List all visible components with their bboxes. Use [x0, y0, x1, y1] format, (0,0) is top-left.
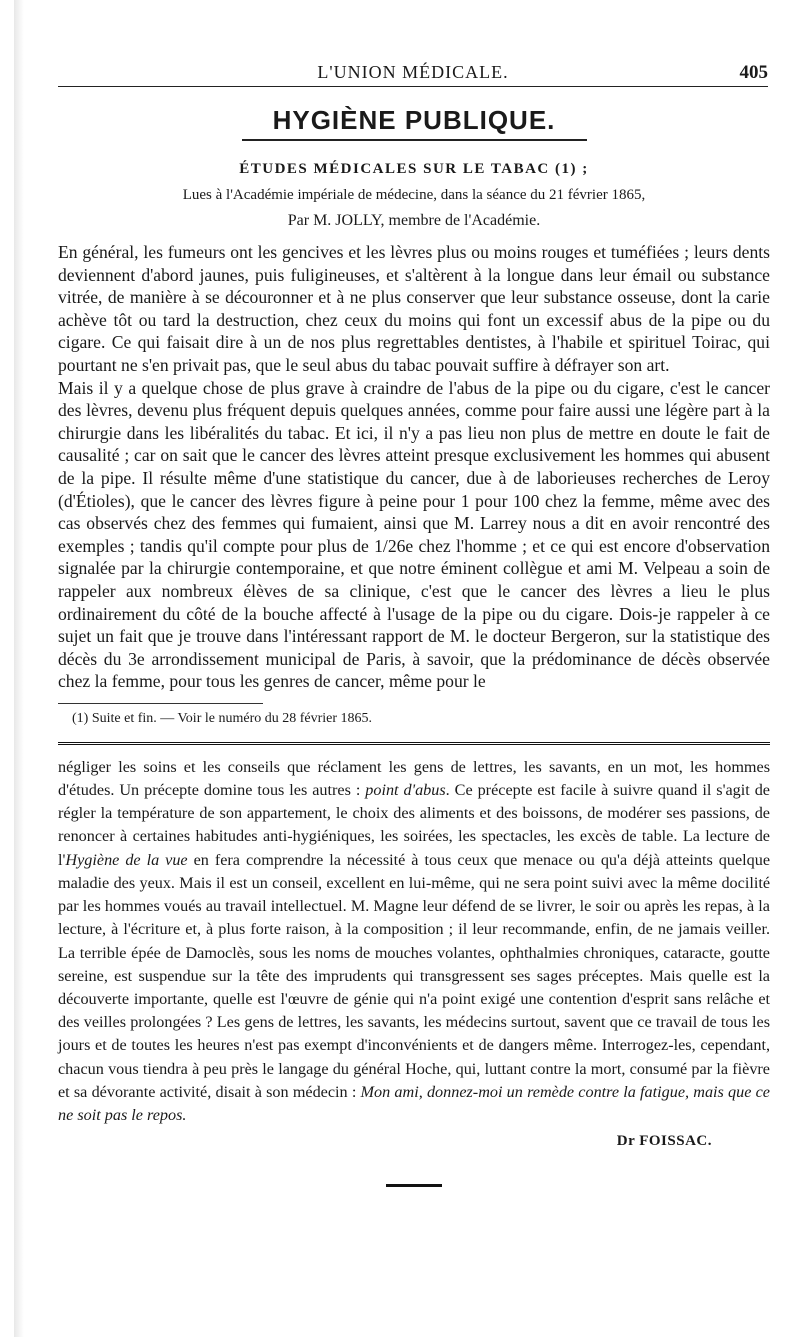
- article-author: Par M. JOLLY, membre de l'Académie.: [287, 212, 541, 229]
- section-separator: [58, 742, 770, 748]
- running-title: L'UNION MÉDICALE.: [317, 62, 509, 82]
- continuation-quote: Mon ami, donnez-moi un remède contre la fatigue, mais que ce ne soit pas le repos.: [58, 1082, 770, 1124]
- paragraph-2: Mais il y a quelque chose de plus grave à craindre de l'abus de la pipe ou du cigare, c'est le cancer des lèvres, devenu plus fréquent depuis quelques années, comme pour faire aussi une légère part à la chirurgie dans les libéralités du tabac. Et ici, il n'y a pas lieu non plus de mettre en doute le fait de causalité ; car on sait que le cancer des lèvres atteint presque exclusivement les hommes qui abusent de la pipe. Il résulte même d'une statistique du cancer, due à de laborieuses recherches de Leroy (d'Étioles), que le cancer des lèvres figure à peine pour 1 pour 100 chez la femme, même avec des cas observés chez des femmes qui fumaient, ainsi que M. Larrey nous a dit en avoir rencontré des exemples ; tandis qu'il compte pour plus de 1/26e chez l'homme ; et ce qui est encore d'observation signalée par la chirurgie contemporaine, et que notre éminent collègue et ami M. Velpeau a soin de rappeler aux nombreux élèves de sa clinique, c'est que le cancer des lèvres a lieu le plus ordinairement du côté de la bouche affecté à l'usage de la pipe ou du cigare. Dois-je rappeler à ce sujet un fait que je trouve dans l'intéressant rapport de M. le docteur Bergeron, sur la statistique des décès du 3e arrondissement municipal de Paris, à savoir, que la prédominance de décès observée chez la femme, pour tous les genres de cancer, même pour le: [58, 377, 770, 692]
- page-number: 405: [739, 62, 768, 83]
- continuation-part-3: en fera comprendre la nécessité à tous ceux que menace ou qu'a déjà atteints quelque maladie des yeux. Mais il est un conseil, excellent en lui-même, qui ne sera point suivi avec la même docilité par les hommes voués au travail intellectuel. M. Magne leur défend de se livrer, le soir ou après les repas, à la lecture, à l'écriture et, à plus forte raison, à la composition ; il leur recommande, enfin, de ne jamais veiller. La terrible épée de Damoclès, sous les noms de mouches volantes, ophthalmies chroniques, cataracte, goutte sereine, est suspendue sur la tête des imprudents qui transgressent ses sages préceptes. Mais quelle est la découverte importante, quelle est l'œuvre de génie qui n'a point exigé une contention d'esprit sans relâche et des veilles prolongées ? Les gens de lettres, les savants, les médecins surtout, savent que ce travail de tous les jours et de toutes les heures n'est pas exempt d'inconvénients et de dangers même. Interrogez-les, cependant, chacun vous tiendra à peu près le langage du général Hoche, qui, luttant contre la mort, consumé par la fièvre et sa dévorante activité, disait à son médecin :: [58, 850, 770, 1101]
- paragraph-1: En général, les fumeurs ont les gencives et les lèvres plus ou moins rouges et tuméfiées ; leurs dents deviennent d'abord jaunes, puis fuligineuses, et s'altèrent à la longue dans leur émail ou substance vitrée, de manière à se découronner et à ne plus conserver que leur substance osseuse, dont la carie achève tôt ou tard la destruction, chez ceux du moins qui font un excessif abus de la pipe ou du cigare. Ce qui faisait dire à un de nos plus regrettables dentistes, à l'habile et spirituel Toirac, qui pourtant ne s'en privait pas, que le seul abus du tabac pouvait suffire à défrayer son art.: [58, 242, 770, 375]
- continuation-part-1: négliger les soins et les conseils que réclament les gens de lettres, les savants, en un mot, les hommes d'études. Un précepte domine tous les autres :: [58, 757, 770, 800]
- continuation-text: [58, 756, 770, 1127]
- article-body: [58, 241, 770, 693]
- end-mark: [386, 1184, 442, 1187]
- continuation-emphasis-1: point d'abus: [365, 781, 446, 800]
- continuation-part-2: . Ce précepte est facile à suivre quand il s'agit de régler la température de son appartement, le choix des aliments et des boissons, de modérer ses passions, de renoncer à certaines habitudes anti-hygiéniques, les soirées, les spectacles, les excès de table. La lecture de l': [58, 781, 770, 869]
- footnote: (1) Suite et fin. — Voir le numéro du 28 février 1865.: [72, 710, 373, 726]
- continuation-emphasis-2: Hygiène de la vue: [65, 850, 188, 869]
- section-title: HYGIÈNE PUBLIQUE.: [272, 105, 556, 135]
- article-subtitle: Lues à l'Académie impériale de médecine, dans la séance du 21 février 1865,: [182, 187, 646, 203]
- page-edge-shadow: [14, 0, 24, 1337]
- running-head: [58, 58, 768, 87]
- title-rule: [242, 139, 587, 141]
- signature: Dr FOISSAC.: [616, 1133, 712, 1150]
- footnote-rule: [58, 703, 263, 704]
- article-title: ÉTUDES MÉDICALES SUR LE TABAC (1) ;: [239, 161, 589, 177]
